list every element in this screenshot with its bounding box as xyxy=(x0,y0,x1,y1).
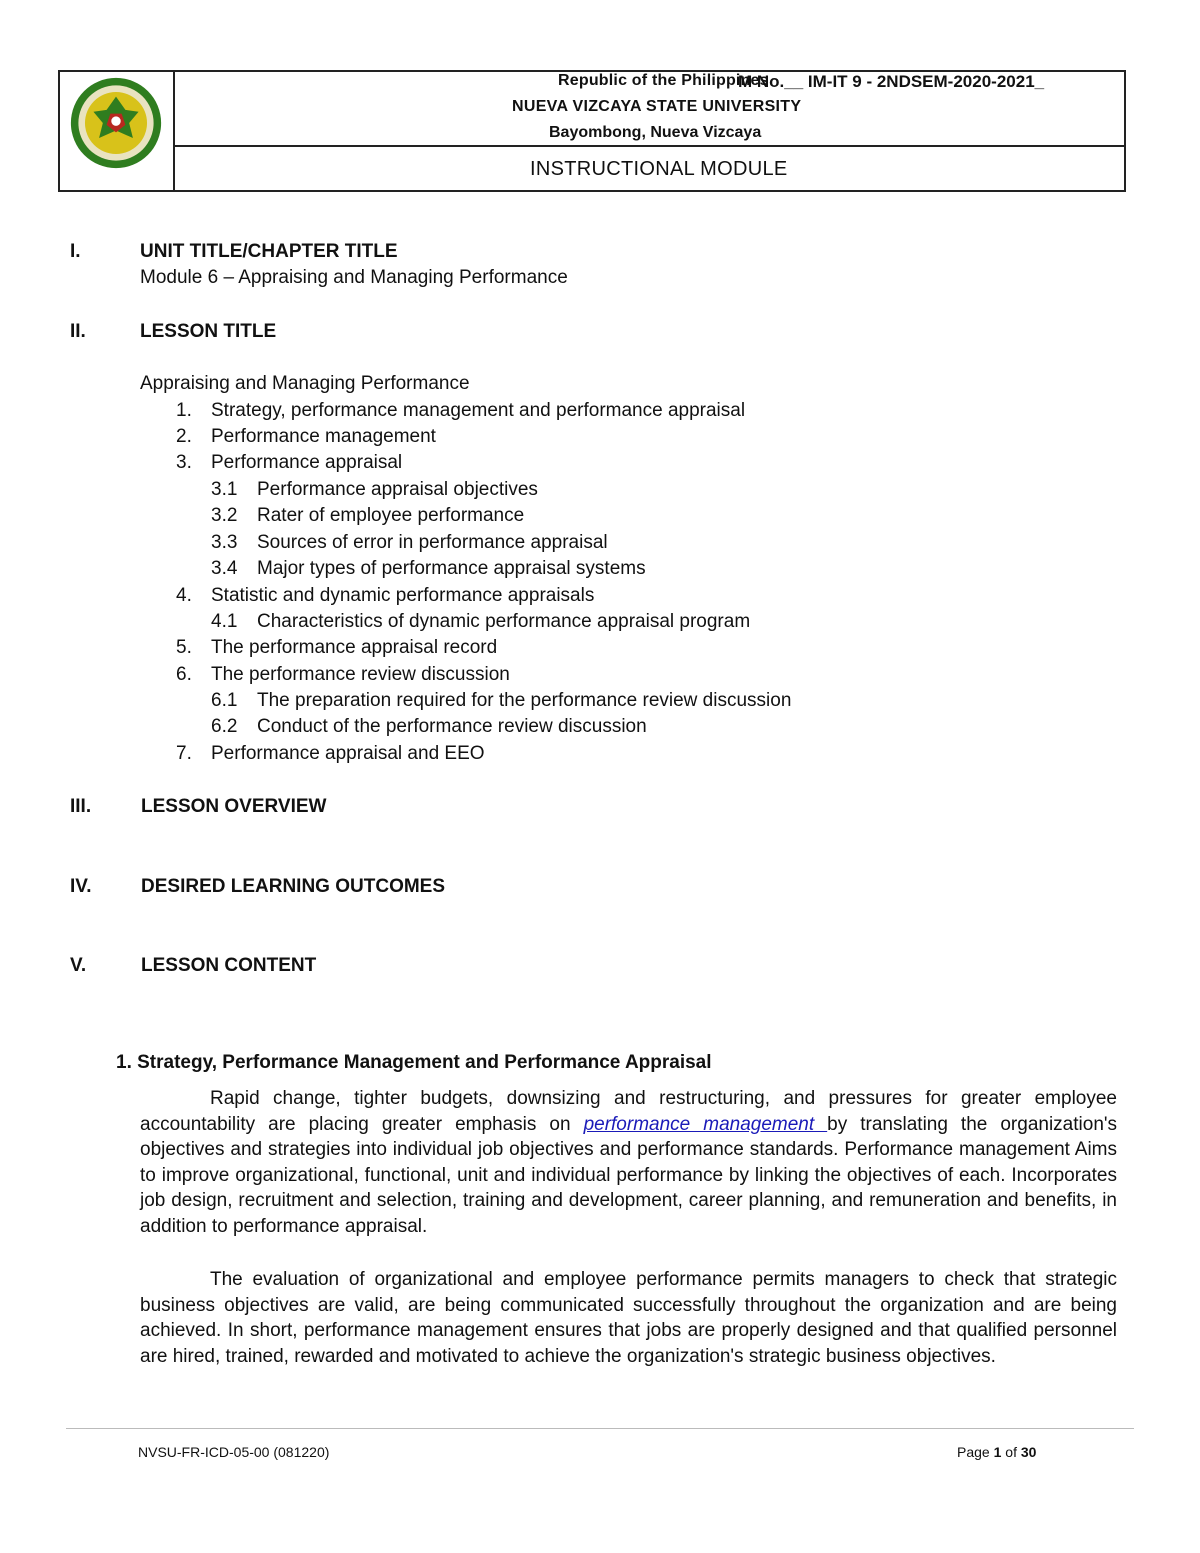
outline-item: Performance appraisal and EEO xyxy=(211,743,485,764)
content-paragraph xyxy=(140,1086,1117,1240)
lesson-title-intro: Appraising and Managing Performance xyxy=(140,373,470,394)
outline-item: The performance appraisal record xyxy=(211,637,498,658)
section-title: LESSON TITLE xyxy=(140,321,277,342)
outline-item: Strategy, performance management and performance appraisal xyxy=(211,400,746,421)
outline-item: Performance management xyxy=(211,426,436,447)
university-location: Bayombong, Nueva Vizcaya xyxy=(549,124,762,141)
section-title: LESSON CONTENT xyxy=(141,955,317,976)
outline-item: Characteristics of dynamic performance appraisal program xyxy=(257,611,751,632)
outline-number: 4. xyxy=(176,585,192,606)
outline-number: 5. xyxy=(176,637,192,658)
outline-number: 3.2 xyxy=(211,505,238,526)
form-code: NVSU-FR-ICD-05-00 (081220) xyxy=(138,1444,330,1460)
outline-item: Sources of error in performance appraisal xyxy=(257,532,608,553)
page-number: 1 xyxy=(993,1444,1002,1460)
logo-cell xyxy=(60,72,175,190)
outline-number: 3.3 xyxy=(211,532,238,553)
outline-item: Conduct of the performance review discussion xyxy=(257,716,647,737)
outline-number: 6.1 xyxy=(211,690,238,711)
document-title: INSTRUCTIONAL MODULE xyxy=(530,158,788,180)
section-text: Module 6 – Appraising and Managing Performance xyxy=(140,267,568,288)
section-number: III. xyxy=(70,796,92,817)
outline-number: 2. xyxy=(176,426,192,447)
outline-number: 7. xyxy=(176,743,192,764)
section-title: DESIRED LEARNING OUTCOMES xyxy=(141,876,446,897)
paragraph-text: Rapid change, tighter budgets, downsizing and restructuring, and pressures for greater employee accountability are placing greater emphasis on xyxy=(140,1088,1117,1135)
outline-item: Major types of performance appraisal systems xyxy=(257,558,646,579)
outline-number: 1. xyxy=(176,400,192,421)
section-number: IV. xyxy=(70,876,92,897)
module-number: M No.__ IM-IT 9 - 2NDSEM-2020-2021_ xyxy=(738,72,1045,91)
outline-item: Performance appraisal xyxy=(211,452,403,473)
of-label: of xyxy=(1005,1444,1017,1460)
paragraph-text: The evaluation of organizational and employee performance permits managers to check that strategic business objectives are valid, are being communicated successfully throughout the organization and are being achieved. In short, performance management ensures that jobs are properly designed and that qualified personnel are hired, trained, rewarded and motivated to achieve the organization's strategic business objectives. xyxy=(140,1269,1117,1367)
outline-number: 3. xyxy=(176,452,192,473)
content-paragraph xyxy=(140,1267,1117,1369)
outline-item: Rater of employee performance xyxy=(257,505,525,526)
outline-number: 6.2 xyxy=(211,716,238,737)
content-heading: 1. Strategy, Performance Management and Performance Appraisal xyxy=(116,1052,712,1073)
outline-item: Performance appraisal objectives xyxy=(257,479,538,500)
section-title: UNIT TITLE/CHAPTER TITLE xyxy=(140,241,398,262)
outline-item: The preparation required for the performance review discussion xyxy=(257,690,792,711)
paragraph-text: by translating the organization's objectives and strategies into individual job objectives and performance standards. Performance management Aims to improve organizational, functional, unit and individual performance by linking the objectives of each. Incorporates job design, recruitment and selection, training and development, career planning, and remuneration and benefits, in addition to performance appraisal. xyxy=(140,1113,1118,1237)
section-number: I. xyxy=(70,241,81,262)
footer-divider xyxy=(66,1428,1134,1429)
outline-number: 6. xyxy=(176,664,192,685)
republic-line: Republic of the Philippines xyxy=(558,72,769,89)
section-number: II. xyxy=(70,321,86,342)
outline-number: 3.1 xyxy=(211,479,238,500)
university-seal-icon xyxy=(69,76,163,170)
outline-item: The performance review discussion xyxy=(211,664,510,685)
outline-number: 4.1 xyxy=(211,611,238,632)
page-total: 30 xyxy=(1020,1444,1037,1460)
section-number: V. xyxy=(70,955,87,976)
page-label: Page xyxy=(957,1444,990,1460)
outline-item: Statistic and dynamic performance appraisals xyxy=(211,585,595,606)
page-indicator xyxy=(957,1444,1036,1460)
university-name: NUEVA VIZCAYA STATE UNIVERSITY xyxy=(512,98,802,115)
performance-management-link[interactable]: performance management xyxy=(583,1113,828,1135)
header-divider xyxy=(175,145,1124,147)
section-title: LESSON OVERVIEW xyxy=(141,796,327,817)
outline-number: 3.4 xyxy=(211,558,238,579)
